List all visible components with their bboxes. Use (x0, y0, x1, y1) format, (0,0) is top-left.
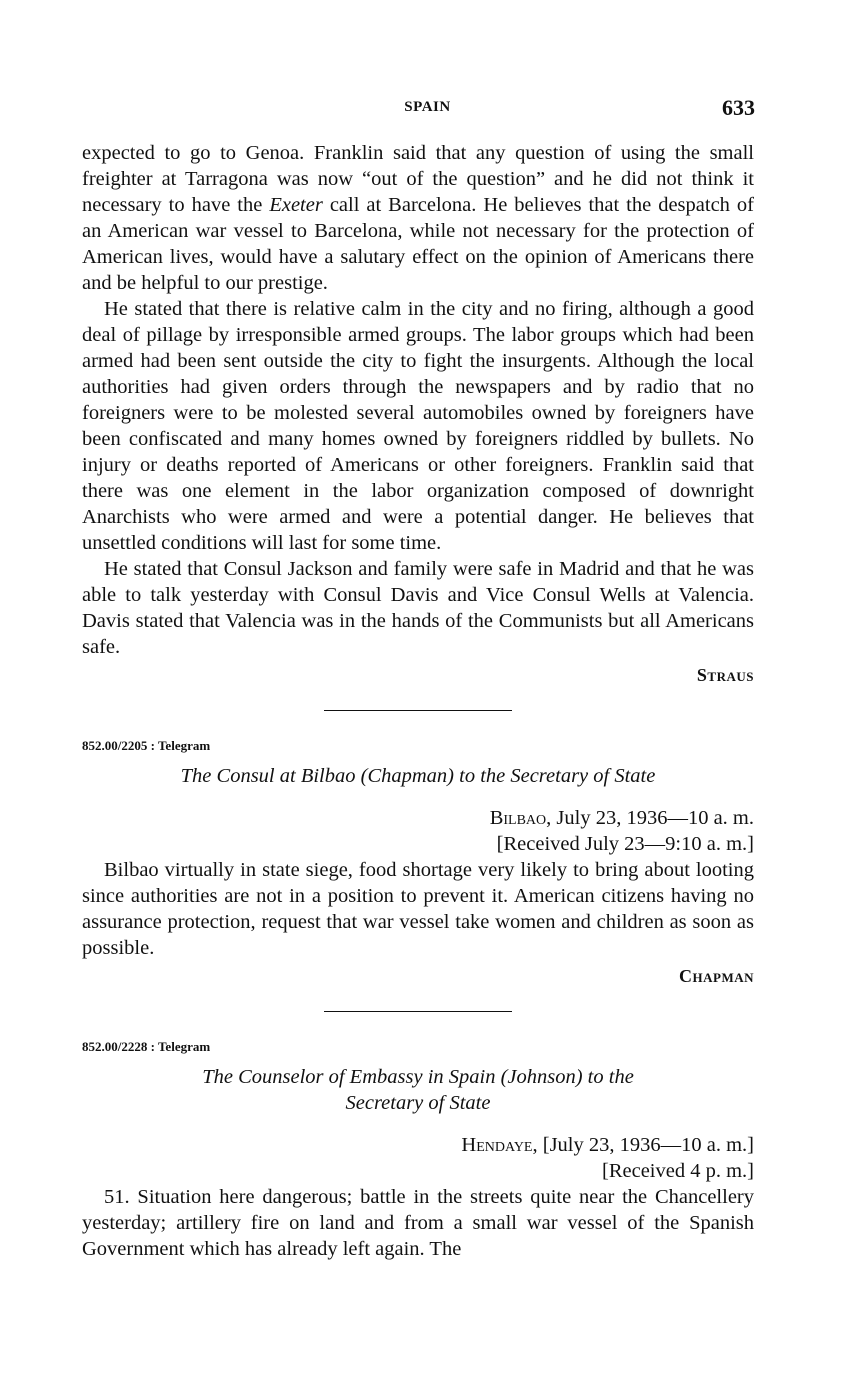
received-line: [Received July 23—9:10 a. m.] (496, 833, 754, 855)
page-body (82, 140, 754, 1262)
dateline (82, 805, 754, 831)
ship-name: Exeter (269, 194, 323, 216)
telegram-body: Bilbao virtually in state siege, food shortage very likely to bring about looting since authorities are not in a position to prevent it. American citizens having no assurance protection, request that war vessel take women and children as soon as possible. (82, 859, 754, 959)
para1-text-b: call at Barcelona. He believes that the despatch of an American war vessel to Barcelona, while not necessary for the protection of American lives, would have a salutary effect on the opinion of Americans there and be helpful to our prestige. (82, 194, 754, 294)
section-divider (324, 1011, 512, 1012)
page-header (0, 95, 855, 123)
signature-straus: Straus (696, 665, 754, 685)
telegram-body: 51. Situation here dangerous; battle in the streets quite near the Chancellery yesterday; artillery fire on land and from a small war vessel of the Spanish Government which has already left again. The (82, 1186, 754, 1260)
dateline (82, 1132, 754, 1158)
title-line-1: The Counselor of Embassy in Spain (Johnson) to the (202, 1066, 634, 1088)
running-head: SPAIN (404, 99, 451, 115)
document-title: The Consul at Bilbao (Chapman) to the Secretary of State (180, 765, 656, 787)
section-divider (324, 710, 512, 711)
para1-text-a: expected to go to Genoa. Franklin said that any question of using the small freighter at Tarragona was now “out of the question” and he did not think it necessary to have the (82, 142, 754, 216)
paragraph-2: He stated that there is relative calm in the city and no firing, although a good deal of pillage by irresponsible armed groups. The labor groups which had been armed had been sent outside the city to fight the insurgents. Although the local authorities had given orders through the newspapers and by radio that no foreigners were to be molested several automobiles owned by foreigners have been confiscated and many homes owned by foreigners riddled by bullets. No injury or deaths reported of Americans or other foreigners. Franklin said that there was one element in the labor organization composed of downright Anarchists who were armed and were a potential danger. He believes that unsettled conditions will last for some time. (82, 298, 754, 554)
page-number: 633 (722, 95, 755, 120)
file-reference: 852.00/2205 : Telegram (82, 738, 211, 753)
file-reference: 852.00/2228 : Telegram (82, 1039, 211, 1054)
dateline-place: Bilbao, (489, 807, 552, 829)
paragraph-3: He stated that Consul Jackson and family were safe in Madrid and that he was able to talk yesterday with Consul Davis and Vice Consul Wells at Valencia. Davis stated that Valencia was in the hands of the Communists but all Americans safe. (82, 558, 754, 658)
received-line: [Received 4 p. m.] (602, 1160, 754, 1182)
title-line-2: Secretary of State (345, 1092, 491, 1114)
signature-chapman: Chapman (679, 966, 754, 986)
document-title (82, 1064, 754, 1116)
paragraph-continued (82, 140, 754, 296)
dateline-date: July 23, 1936—10 a. m. (551, 807, 754, 829)
dateline-date: [July 23, 1936—10 a. m.] (537, 1134, 754, 1156)
dateline-place: Hendaye, (461, 1134, 538, 1156)
